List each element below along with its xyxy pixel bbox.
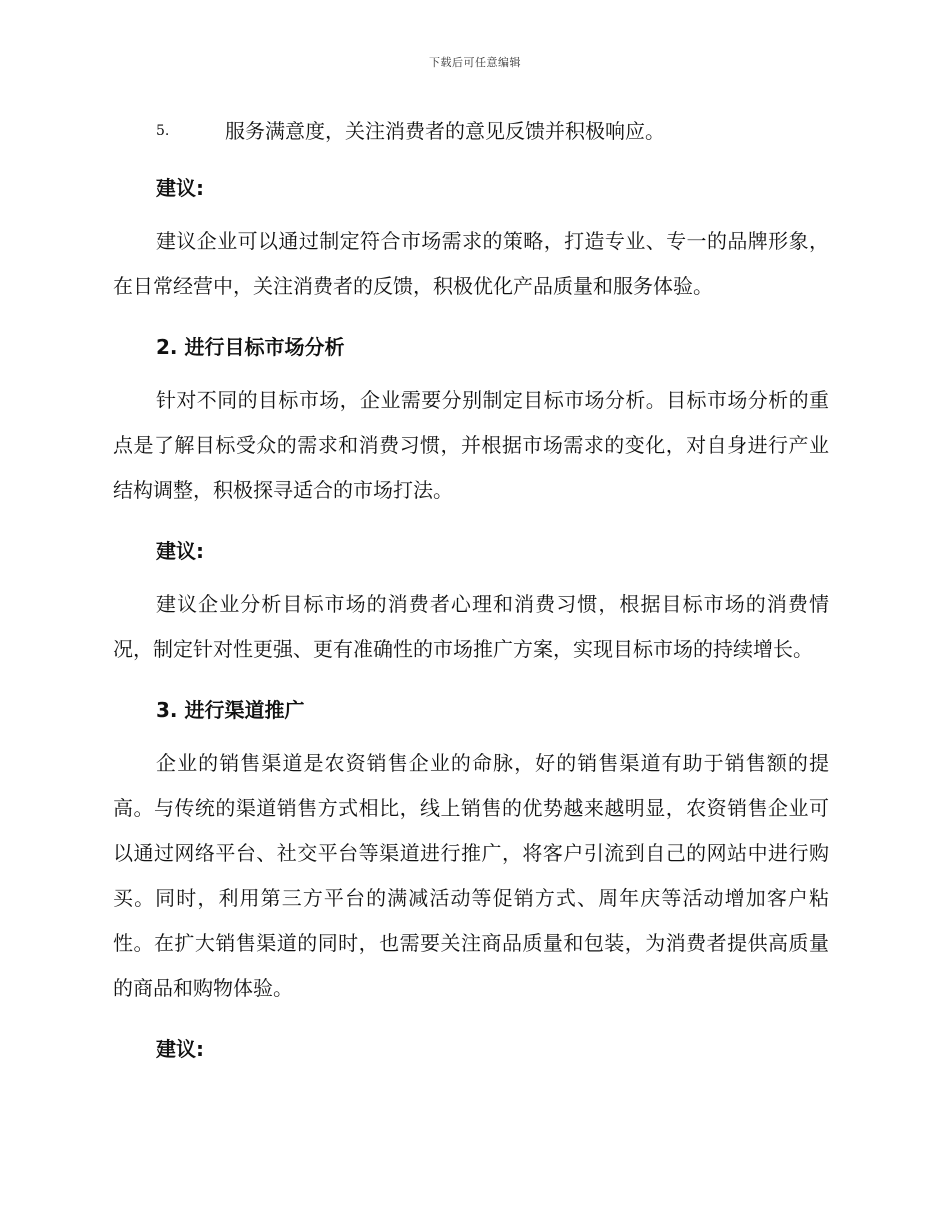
suggestion-label: 建议: bbox=[156, 1037, 204, 1061]
suggestion-label: 建议: bbox=[156, 539, 204, 563]
section-heading: 3. 进行渠道推广 bbox=[156, 698, 305, 722]
document-body bbox=[113, 112, 829, 1068]
list-item bbox=[113, 112, 829, 150]
list-item-number: 5. bbox=[156, 123, 170, 139]
header-note: 下载后可任意编辑 bbox=[429, 56, 521, 69]
suggestion-label: 建议: bbox=[156, 176, 204, 200]
paragraph: 企业的销售渠道是农资销售企业的命脉，好的销售渠道有助于销售额的提高。与传统的渠道销售方式相比，线上销售的优势越来越明显，农资销售企业可以通过网络平台、社交平台等渠道进行推广，将客户引流到自己的网站中进行购买。同时，利用第三方平台的满减活动等促销方式、周年庆等活动增加客户粘性。在扩大销售渠道的同时，也需要关注商品质量和包装，为消费者提供高质量的商品和购物体验。 bbox=[113, 751, 829, 1000]
paragraph: 建议企业可以通过制定符合市场需求的策略，打造专业、专一的品牌形象，在日常经营中，关注消费者的反馈，积极优化产品质量和服务体验。 bbox=[113, 229, 829, 298]
paragraph: 针对不同的目标市场，企业需要分别制定目标市场分析。目标市场分析的重点是了解目标受众的需求和消费习惯，并根据市场需求的变化，对自身进行产业结构调整，积极探寻适合的市场打法。 bbox=[113, 388, 829, 502]
section-heading: 2. 进行目标市场分析 bbox=[156, 335, 345, 359]
list-item-text: 服务满意度，关注消费者的意见反馈并积极响应。 bbox=[225, 119, 665, 143]
paragraph: 建议企业分析目标市场的消费者心理和消费习惯，根据目标市场的消费情况，制定针对性更强、更有准确性的市场推广方案，实现目标市场的持续增长。 bbox=[113, 592, 829, 661]
